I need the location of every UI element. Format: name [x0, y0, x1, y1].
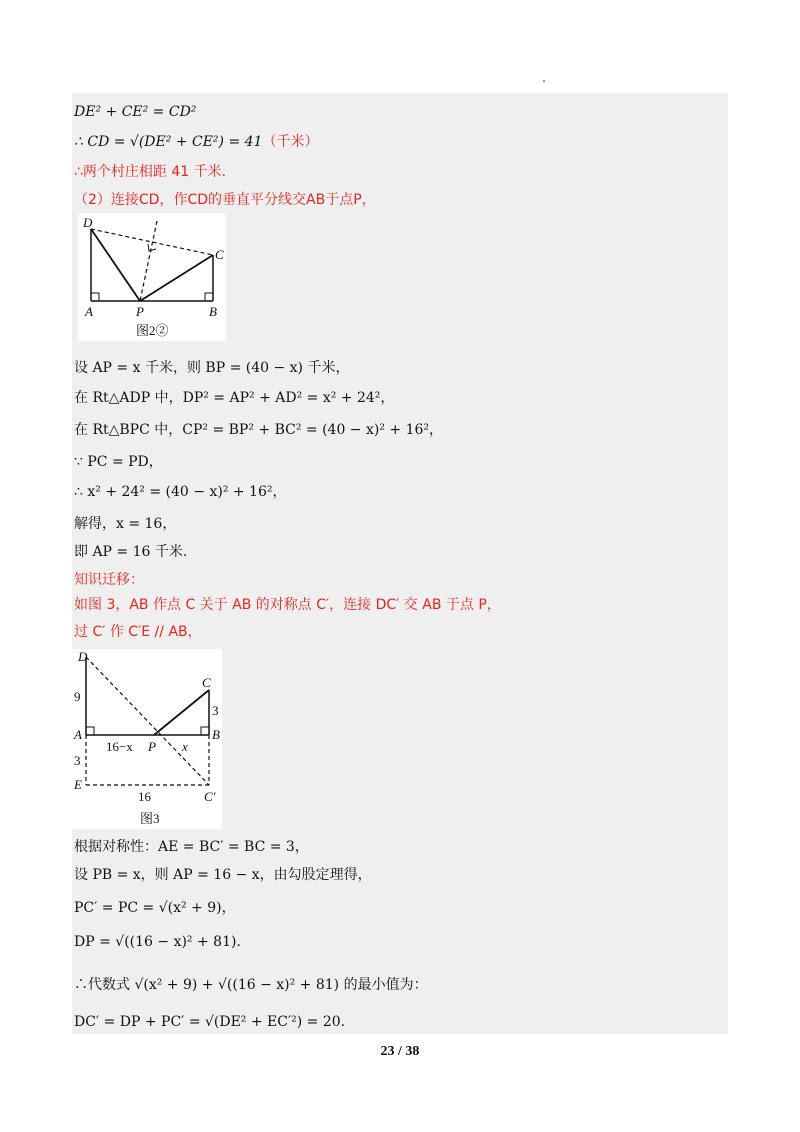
label-B: B — [212, 727, 220, 742]
conclusion-distance: ∴两个村庄相距 41 千米. — [74, 164, 227, 180]
figure-2-caption: 图2② — [136, 323, 169, 338]
ap-result: 即 AP = 16 千米. — [74, 544, 188, 560]
min-value-statement: ∴代数式 √(x² + 9) + √((16 − x)² + 81) 的最小值为： — [74, 977, 428, 993]
knowledge-transfer-heading: 知识迁移： — [74, 572, 144, 588]
draw-ce-parallel: 过 C′ 作 C′E // AB， — [74, 624, 202, 640]
step-2-construction: （2）连接CD，作CD的垂直平分线交AB于点P， — [74, 192, 376, 208]
perpendicular-bisector — [140, 221, 157, 301]
figure-3 — [72, 649, 222, 829]
segment-DC-prime-dashed — [86, 657, 209, 785]
figure-2 — [78, 213, 226, 341]
unit-km: （千米） — [262, 134, 319, 150]
label-P: P — [148, 739, 156, 754]
final-result: DC′ = DP + PC′ = √(DE² + EC′²) = 20． — [74, 1014, 355, 1030]
length-EC-prime: 16 — [138, 789, 151, 804]
eq-dp-squared: 在 Rt△ADP 中，DP² = AP² + AD² = x² + 24²， — [74, 390, 395, 406]
eq-pc-prime: PC′ = PC = √(x² + 9)， — [74, 900, 236, 916]
right-angle-B — [201, 727, 209, 735]
figure-3-construction: 如图 3，AB 作点 C 关于 AB 的对称点 C′，连接 DC′ 交 AB 于点 P， — [74, 597, 501, 613]
figure-3-drawing — [72, 649, 222, 829]
solve-x: 解得，x = 16， — [74, 516, 177, 532]
right-angle-A — [91, 293, 99, 301]
label-C: C — [202, 675, 211, 690]
let-ap-x: 设 AP = x 千米，则 BP = (40 − x) 千米， — [74, 360, 350, 376]
equation-x: ∴ x² + 24² = (40 − x)² + 16²， — [74, 484, 287, 500]
label-P: P — [136, 304, 144, 319]
page-number: 23 / 38 — [380, 1044, 420, 1059]
length-BC: 3 — [212, 703, 219, 718]
eq-dp: DP = √((16 − x)² + 81)． — [74, 934, 251, 950]
label-D: D — [83, 215, 93, 230]
length-AP: 16−x — [106, 739, 133, 754]
length-PB: x — [182, 739, 188, 754]
symmetry-relations: 根据对称性：AE = BC′ = BC = 3， — [74, 839, 309, 855]
label-B: B — [209, 304, 217, 319]
let-pb-x: 设 PB = x，则 AP = 16 − x，由勾股定理得， — [74, 867, 372, 883]
scan-speck — [543, 80, 545, 82]
eq-cd-formula: ∴ CD = √(DE² + CE²) = 41 — [74, 134, 263, 150]
label-A: A — [85, 304, 93, 319]
figure-3-caption: 图3 — [140, 811, 160, 826]
label-E: E — [74, 777, 82, 792]
right-angle-B — [205, 293, 213, 301]
length-AD: 9 — [74, 689, 81, 704]
segment-DP — [91, 229, 140, 301]
label-C-prime: C′ — [204, 789, 216, 804]
figure-2-drawing — [78, 213, 226, 341]
pc-equals-pd: ∵ PC = PD， — [74, 454, 163, 470]
label-A: A — [74, 727, 82, 742]
length-AE: 3 — [74, 753, 81, 768]
solution-block — [72, 93, 728, 1034]
label-D: D — [78, 649, 88, 664]
label-C: C — [215, 247, 224, 262]
eq-cp-squared: 在 Rt△BPC 中，CP² = BP² + BC² = (40 − x)² + 16²， — [74, 422, 444, 438]
eq-cd-result — [74, 133, 318, 151]
segment-PC — [140, 255, 213, 301]
right-angle-A — [86, 727, 94, 735]
eq-pythagoras-de-ce: DE² + CE² = CD² — [74, 104, 197, 120]
